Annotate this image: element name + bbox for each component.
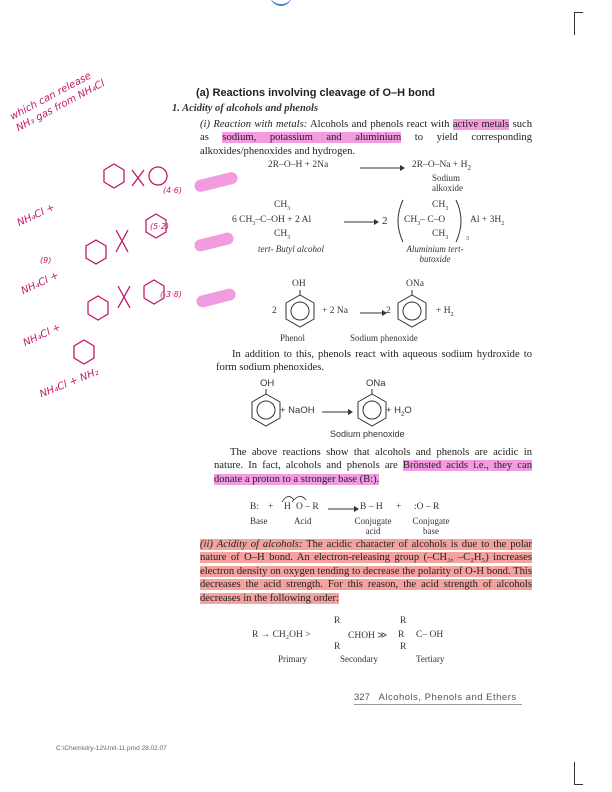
highlight: Brönsted acids i.e., they can donate a proton to a stronger base (B:). (214, 460, 532, 485)
page-number: 327 (354, 692, 370, 703)
handwritten-mark-1: (4·6) (163, 186, 182, 195)
phenol-label: Phenol (280, 333, 306, 343)
benzene-ring (248, 389, 284, 427)
plus: + (268, 502, 274, 512)
rhs-tail-text: Al + 3H (470, 215, 502, 225)
ch3-top-rhs (432, 200, 448, 212)
eq2-lhs-text: 6 CH (232, 215, 253, 225)
oh-label: OH (260, 378, 275, 389)
ch3-sub: 3 (287, 234, 291, 241)
para-label: (i) Reaction with metals: (200, 119, 308, 130)
para-text: Alcohols and phenols react with (307, 119, 453, 130)
coef: 2 (272, 306, 277, 316)
eq3-rhs-sub: 2 (450, 311, 454, 318)
acid-h: H (284, 502, 291, 512)
handwritten-line-2: NH₄Cl + (19, 269, 61, 298)
oh-label: OH (292, 279, 306, 289)
subsection-heading: 1. Acidity of alcohols and phenols (172, 103, 319, 114)
acid-o-r: O – R (296, 502, 319, 512)
footer-line (354, 704, 522, 705)
label-tertiary: Tertiary (416, 654, 445, 664)
pink-brush-mark (193, 171, 239, 193)
reaction-arrow (328, 505, 360, 513)
paragraph-acidic-nature (214, 446, 532, 486)
equation-3 (270, 276, 500, 346)
sodium-phenoxide-label: Sodium phenoxide (350, 333, 418, 343)
eq4-rhs-text: + H (386, 405, 402, 416)
aluminium-butoxide-label: Aluminium tert- butoxide (406, 244, 464, 264)
eq1-rhs-text: 2R–O–Na + H (412, 160, 468, 170)
eq2-lhs-text2: –C–OH + 2 Al (255, 215, 312, 225)
primary-alcohol: R → CH₂OH > (252, 630, 311, 640)
reagent: + NaOH (280, 405, 315, 416)
pink-brush-mark (195, 287, 237, 308)
reaction-arrow (344, 218, 380, 226)
ch3-sub: 3 (287, 205, 291, 212)
eq1-rhs (412, 160, 471, 172)
r-top: R (334, 616, 341, 626)
eq1-lhs: 2R–O–H + 2Na (268, 160, 329, 170)
paragraph-naoh: In addition to this, phenols react with aqueous sodium hydroxide to form sodium phenoxides. (216, 349, 532, 374)
base-b: B: (250, 502, 259, 512)
label-primary: Primary (278, 654, 307, 664)
group-subscript: 3 (466, 236, 469, 242)
rhs-tail-sub: 2 (501, 220, 505, 227)
highlight: sodium, potassium and aluminium (222, 132, 402, 144)
reaction-arrow (360, 164, 406, 172)
ch3-bottom-rhs (432, 229, 448, 241)
r-mid-t: R (398, 630, 405, 640)
highlight: active metals (452, 119, 510, 130)
eq2-rhs-group: $CH_3-$ C–O (404, 215, 446, 227)
crop-mark-bottom (574, 762, 583, 785)
r-bottom: R (334, 642, 341, 652)
reagent: + 2 Na (322, 306, 348, 316)
ch3-text: CH (274, 229, 288, 239)
reaction-arrow (322, 408, 354, 416)
eq1-product-name: Sodium alkoxide (432, 173, 463, 193)
page-footer (354, 692, 517, 703)
ch3-text: CH (432, 229, 446, 239)
equation-1 (268, 160, 528, 192)
handwritten-line-3: NH₄Cl + (21, 321, 63, 350)
equation-5 (248, 496, 478, 536)
eq2-lhs (232, 215, 311, 227)
ona-label: ONa (366, 378, 386, 389)
eq2-coef: 2 (382, 215, 388, 227)
eq3-rhs (436, 306, 454, 318)
benzene-ring (282, 290, 318, 328)
tert-butyl-alcohol-label: tert- Butyl alcohol (258, 244, 324, 254)
ch3-top (274, 200, 290, 212)
secondary-alcohol: CHOH ≫ (348, 631, 388, 641)
eq4-rhs-sub: 2 (401, 411, 405, 418)
conjugate-base: :O – R (414, 502, 440, 512)
para-label: (ii) Acidity of alcohols: (200, 539, 303, 550)
ch3-bottom (274, 229, 290, 241)
handwritten-sketches (0, 100, 200, 420)
handwritten-line-4: NH₄Cl + NH₂ (38, 366, 101, 401)
benzene-ring (354, 389, 390, 427)
label-conjugate-acid: Conjugate acid (354, 516, 392, 536)
r-bottom-t: R (400, 642, 407, 652)
equation-6 (252, 614, 472, 666)
ch3-text: CH (274, 200, 288, 210)
sodium-phenoxide-label: Sodium phenoxide (330, 429, 405, 439)
label-acid: Acid (294, 516, 312, 526)
paragraph-reaction-with-metals (200, 118, 532, 158)
handwritten-line-1: NH₄Cl + (15, 201, 57, 230)
ch3-sub: 3 (445, 205, 449, 212)
conjugate-acid: B – H (360, 502, 383, 512)
paragraph-acidity-of-alcohols (200, 538, 532, 605)
plus2: + (396, 502, 402, 512)
para-text: to yield corresponding alkoxides/phenoxides and hydrogen. (200, 132, 532, 157)
ch3-text: CH (432, 200, 446, 210)
ona-label: ONa (406, 279, 424, 289)
eq2-lhs-sub: 3 (252, 220, 256, 227)
left-paren (391, 198, 405, 244)
handwritten-mark-4: (9) (40, 256, 52, 265)
para-text: such as (200, 119, 532, 144)
ch3-sub: 3 (445, 234, 449, 241)
equation-4 (246, 376, 446, 442)
file-path: C:\Chemistry-12\Unit-11.pmd 28.02.07 (56, 745, 167, 752)
eq1-rhs-sub: 2 (467, 163, 471, 172)
crop-mark-top (574, 12, 583, 35)
section-heading: (a) Reactions involving cleavage of O–H bond (196, 87, 435, 99)
label-conjugate-base: Conjugate base (412, 516, 450, 536)
eq2-rhs-tail (470, 215, 504, 227)
eq4-rhs (386, 405, 412, 418)
eq4-rhs-tail: O (404, 405, 412, 416)
rhs-part-sub: 3 (417, 220, 421, 227)
top-arc-mark (270, 0, 292, 6)
highlighted-paragraph (200, 539, 532, 604)
para-text: The acidic character of alcohols is due to the polar nature of O–H bond. An electron-releasing group (–CH₃, –C₂H₅) increases electron density on oxygen tending to decrease the polarity of O-H bond. This decreases the acid strength. For this reason, the acid strength of alcohols decreases in the following order: (200, 539, 532, 604)
tertiary-alcohol: C– OH (416, 630, 444, 640)
equation-2 (232, 198, 532, 268)
label-secondary: Secondary (340, 654, 378, 664)
coef2: 2 (386, 306, 391, 316)
handwritten-mark-3: (-3·8) (160, 290, 182, 299)
label-base: Base (250, 516, 268, 526)
handwritten-question: which can release NH₃ gas from NH₄Cl (8, 70, 107, 135)
r-top-t: R (400, 616, 407, 626)
benzene-ring (394, 290, 430, 328)
chapter-title: Alcohols, Phenols and Ethers (378, 692, 517, 703)
para-text: The above reactions show that alcohols and phenols are acidic in nature. In fact, alcohols and phenols are (214, 447, 532, 472)
reaction-arrow (360, 309, 388, 317)
eq3-rhs-text: + H (436, 306, 451, 316)
handwritten-mark-2: (5·2) (150, 222, 169, 231)
rhs-part: CH (404, 215, 418, 225)
